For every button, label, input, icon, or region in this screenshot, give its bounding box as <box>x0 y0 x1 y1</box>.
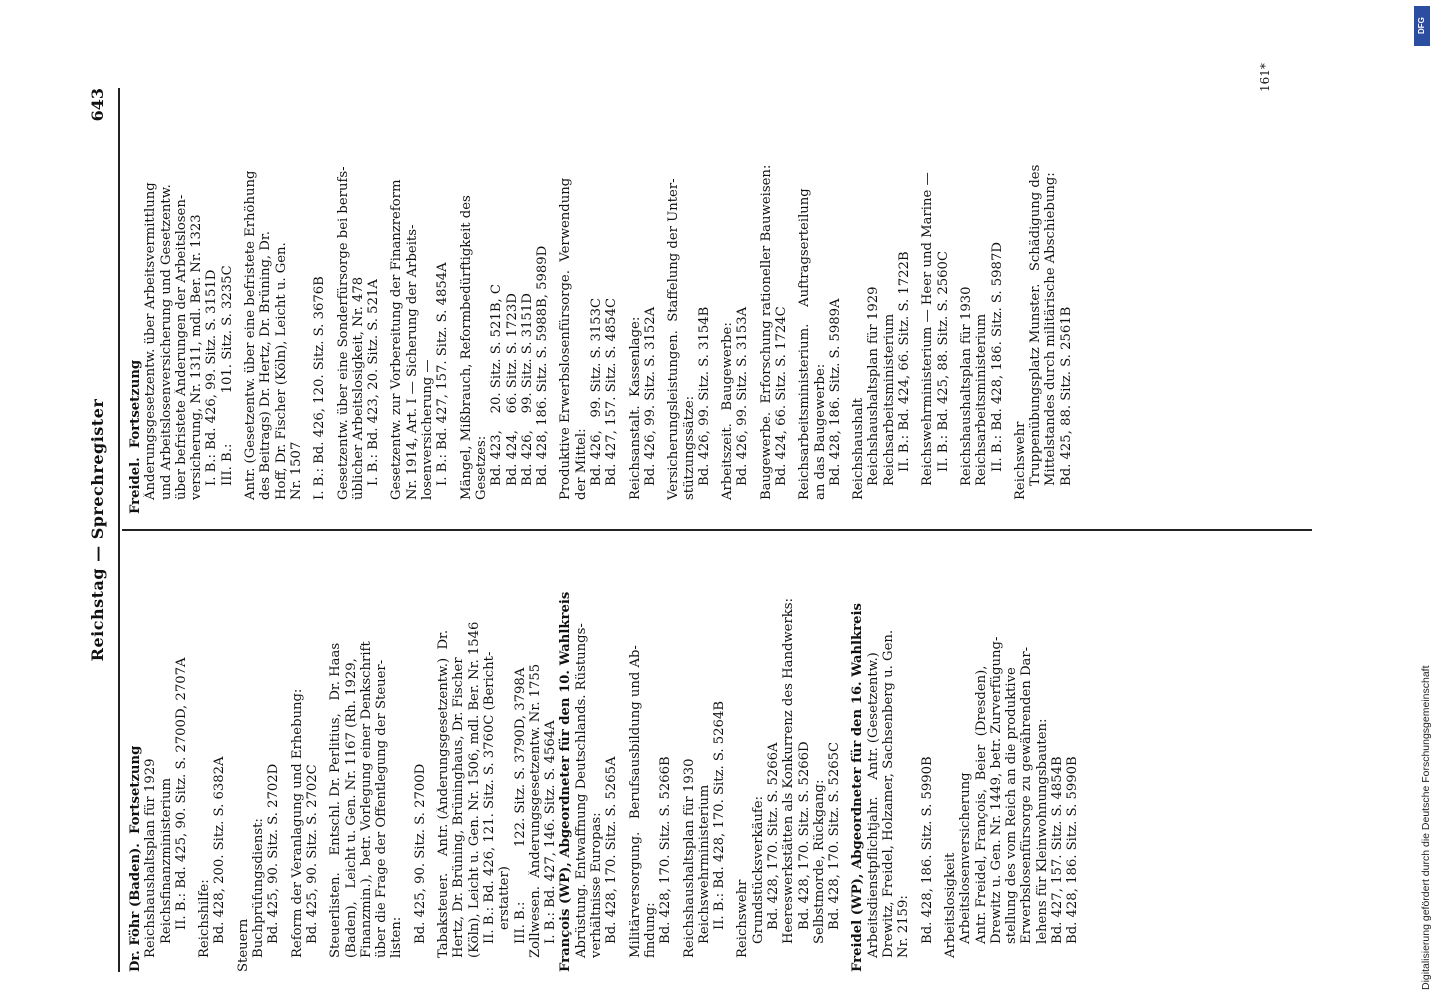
register-entry-line: Bd. 428, 186. Sitz. S. 5988B, 5989D <box>535 245 551 486</box>
register-entry-line: Bd. 425, 90. Sitz. S. 2702D <box>266 763 282 944</box>
register-entry-line: Hertz, Dr. Brüning, Brüninghaus, Dr. Fischer <box>451 657 467 958</box>
register-entry-line: Bd. 428, 170. Sitz. S. 5265A <box>604 756 620 944</box>
funding-note <box>1396 0 1434 1000</box>
register-entry-line: Bd. 424, 66. Sitz. S. 1724C <box>773 306 789 486</box>
page-number: 643 <box>88 88 107 122</box>
register-entry-line: Mittelstandes durch militärische Abschiebung: <box>1043 172 1059 486</box>
register-entry-line: Buchprüfungsdienst: <box>251 818 267 958</box>
register-entry-line: Heereswerkstätten als Konkurrenz des Handwerks: <box>781 598 797 944</box>
register-entry-line: Reform der Veranlagung und Erhebung: <box>289 688 305 958</box>
register-entry-line: Arbeitsdienstpflichtjahr. Antr. (Gesetzentw.) <box>865 652 881 958</box>
register-entry-line: Bd. 426, 99. Sitz. S. 3154B <box>696 306 712 486</box>
register-entry-line: Dr. Föhr (Baden). Fortsetzung <box>128 745 143 972</box>
register-entry-line: Grundstücksverkäufe: <box>750 795 766 944</box>
register-entry-line: Arbeitslosigkeit <box>942 852 958 958</box>
register-entry-line: über die Frage der Öffentlegung der Steuer- <box>374 659 390 958</box>
rotated-register-page <box>88 63 1328 972</box>
register-entry-line: Finanzmin.), betr. Vorlegung einer Denkschrift <box>358 641 374 958</box>
register-entry-line: Reichswehrministerium <box>696 784 712 944</box>
header-rule <box>118 88 120 972</box>
register-entry-line: Bd. 428, 186. Sitz. S. 5990B <box>919 756 935 944</box>
funding-note-text: Digitalisierung gefördert durch die Deutsche Forschungsgemeinschaft <box>1420 665 1432 990</box>
register-entry-line: Steuern <box>235 918 251 972</box>
register-entry-line: Bd. 426, 99. Sitz. S. 3153C <box>589 297 605 486</box>
register-entry-line: I. B.: Bd. 423, 20. Sitz. S. 521A <box>366 279 382 486</box>
register-entry-line: Reichshaushaltsplan für 1930 <box>681 758 697 958</box>
register-entry-line: über befristete Änderungen der Arbeitslosen- <box>173 194 189 500</box>
register-entry-line: listen: <box>389 916 405 958</box>
signature-mark: 161* <box>1258 63 1272 92</box>
register-entry-line: Freidel. Fortsetzung <box>128 359 143 514</box>
register-entry-line: Selbstmorde, Rückgang: <box>811 779 827 944</box>
register-entry-line: Änderungsgesetzentw. über Arbeitsvermittlung <box>143 182 159 500</box>
register-entry-line: I. B.: Bd. 426, 120. Sitz. S. 3676B <box>312 276 328 500</box>
register-entry-line: François (WP), Abgeordneter für den 10. Wahlkreis <box>558 591 574 972</box>
register-entry-line: Gesetzentw. zur Vorbereitung der Finanzreform <box>389 179 405 500</box>
register-entry-line: Bd. 424, 66. Sitz. S. 1723D <box>504 293 520 486</box>
register-entry-line: Steuerlisten. Entschl. Dr. Perlitius, Dr. Haas <box>328 642 344 958</box>
register-entry-line: verhältnisse Europas: <box>589 812 605 958</box>
register-entry-line: I. B.: Bd. 427, 157. Sitz. S. 4854A <box>435 262 451 486</box>
register-entry-line: Bd. 428, 170. Sitz. S. 5266B <box>658 756 674 944</box>
register-entry-line: Arbeitszeit. Baugewerbe: <box>720 322 736 500</box>
register-entry-line: stellung des vom Reich an die produktive <box>1004 667 1020 944</box>
register-entry-line: Reichsarbeitsministerium <box>881 313 897 486</box>
register-entry-line: Bd. 426, 99. Sitz. S. 3151D <box>519 293 535 486</box>
register-entry-line: Erwerbslosenfürsorge zu gewährenden Dar- <box>1019 646 1035 944</box>
register-entry-line: Militärversorgung. Berufsausbildung und Ab- <box>627 645 643 958</box>
register-entry-line: Bd. 428, 186. Sitz. S. 5990B <box>1065 756 1081 944</box>
register-entry-line: Bd. 428, 170. Sitz. S. 5265C <box>827 741 843 930</box>
register-entry-line: Zollwesen. Änderungsgesetzentw. Nr. 1755 <box>527 663 543 958</box>
register-entry-line: Bd. 425, 88. Sitz. S. 2561B <box>1058 306 1074 486</box>
register-entry-line: II. B.: Bd. 428, 186. Sitz. S. 5987D <box>989 242 1005 472</box>
header-title: Reichstag — Sprechregister <box>88 398 107 662</box>
register-entry-line: losenversicherung — <box>420 359 436 500</box>
register-entry-line: erstatter) <box>497 866 513 930</box>
register-entry-line: II. B.: Bd. 425, 90. Sitz. S. 2700D, 2707A <box>173 657 189 930</box>
register-entry-line: Freidel (WP), Abgeordneter für den 16. Wahlkreis <box>850 603 866 972</box>
register-entry-line: II. B.: Bd. 428, 170. Sitz. S. 5264B <box>712 700 728 930</box>
register-entry-line: Reichshaushaltsplan für 1929 <box>866 286 882 486</box>
register-entry-line: Abrüstung. Entwaffnung Deutschlands. Rüstungs- <box>573 623 589 958</box>
register-entry-line: und Arbeitslosenversicherung und Gesetzentw. <box>158 184 174 500</box>
register-entry-line: Arbeitslosenversicherung <box>958 772 974 944</box>
register-entry-line: Baugewerbe. Erforschung rationeller Bauweisen: <box>758 164 774 500</box>
register-entry-line: Produktive Erwerbslosenfürsorge. Verwendung <box>558 177 574 500</box>
register-entry-line: Bd. 428, 170. Sitz. S. 5266A <box>765 742 781 930</box>
register-entry-line: Versicherungsleistungen. Staffelung der Unter- <box>666 178 682 500</box>
register-entry-line: III. B.: 101. Sitz. S. 3235C <box>219 265 235 486</box>
register-entry-line: II. B.: Bd. 425, 88. Sitz. S. 2560C <box>935 250 951 472</box>
right-column <box>128 88 1308 514</box>
register-entry-line: Reichshaushaltsplan für 1930 <box>958 286 974 486</box>
left-column <box>128 546 1308 972</box>
register-entry-line: Drewitz, Freidel, Holzamer, Sachsenberg u. Gen. <box>881 629 897 958</box>
register-entry-line: Truppenübungsplatz Munster. Schädigung des <box>1028 164 1044 486</box>
register-entry-line: Reichsarbeitsministerium. Auftragserteilung <box>797 188 813 500</box>
register-entry-line: Bd. 428, 170. Sitz. S. 5266D <box>796 741 812 930</box>
register-entry-line: II. B.: Bd. 424, 66. Sitz. S. 1722B <box>897 251 913 472</box>
register-entry-line: Gesetzentw. über eine Sonderfürsorge bei berufs- <box>335 166 351 500</box>
register-entry-line: Nr. 2159: <box>896 895 912 958</box>
register-entry-line: Antr. Freidel, François, Beier (Dresden), <box>973 665 989 944</box>
register-entry-line: versicherung, Nr. 1311, mdl. Ber. Nr. 1323 <box>189 214 205 500</box>
register-entry-line: II. B.: Bd. 426, 121. Sitz. S. 3760C (Bericht- <box>481 651 497 944</box>
register-entry-line: Nr. 1507 <box>288 441 304 500</box>
register-entry-line: Mängel, Mißbrauch, Reformbedürftigkeit des <box>458 195 474 500</box>
register-entry-line: Reichshilfe: <box>197 879 213 958</box>
register-entry-line: Bd. 426, 99. Sitz. S. 3153A <box>735 306 751 486</box>
register-entry-line: Reichshaushalt <box>851 397 867 500</box>
register-entry-line: der Mittel: <box>573 428 589 500</box>
register-entry-line: üblicher Arbeitslosigkeit, Nr. 478 <box>350 276 366 500</box>
register-entry-line: Nr. 1914, Art. I — Sicherung der Arbeits- <box>404 224 420 500</box>
register-entry-line: an das Baugewerbe: <box>812 363 828 500</box>
register-entry-line: I. B.: Bd. 426, 99. Sitz. S. 3151D <box>204 269 220 486</box>
register-entry-line: lehens für Kleinwohnungsbauten: <box>1034 718 1050 944</box>
register-entry-line: Bd. 423, 20. Sitz. S. 521B, C <box>489 284 505 486</box>
register-entry-line: Bd. 427, 157. Sitz. S. 4854C <box>604 297 620 486</box>
register-entry-line: findung: <box>642 902 658 958</box>
register-entry-line: Bd. 425, 90. Sitz. S. 2700D <box>412 763 428 944</box>
register-entry-line: III. B.: 122. Sitz. S. 3790D, 3798A <box>512 667 528 944</box>
register-entry-line: (Baden), Leicht u. Gen. Nr. 1167 (Rh. 1929, <box>343 658 359 958</box>
dfg-logo: DFG <box>1414 6 1430 46</box>
register-entry-line: Bd. 428, 200. Sitz. S. 6382A <box>212 756 228 944</box>
register-entry-line: Reichsanstalt. Kassenlage: <box>627 316 643 500</box>
register-entry-line: Drewitz u. Gen. Nr. 1449, betr. Zurverfügung- <box>988 636 1004 944</box>
register-entry-line: (Köln), Leicht u. Gen. Nr. 1506, mdl. Ber. Nr. 1546 <box>466 621 482 958</box>
running-header <box>88 88 116 972</box>
register-entry-line: Reichswehrministerium — Heer und Marine — <box>920 172 936 486</box>
register-entry-line: Bd. 428, 186. Sitz. S. 5989A <box>827 298 843 486</box>
register-entry-line: Tabaksteuer. Antr. (Änderungsgesetzentw.) Dr. <box>436 629 452 958</box>
register-entry-line: Bd. 427, 157. Sitz. S. 4854B <box>1050 756 1066 944</box>
register-entry-line: Gesetzes: <box>473 435 489 500</box>
register-entry-line: Reichsfinanzministerium <box>158 777 174 944</box>
register-entry-line: Hoff, Dr. Fischer (Köln), Leicht u. Gen. <box>273 242 289 500</box>
register-entry-line: Reichswehr <box>1012 421 1028 500</box>
register-entry-line: Bd. 426, 99. Sitz. S. 3152A <box>642 306 658 486</box>
register-entry-line: Reichsarbeitsministerium <box>974 313 990 486</box>
column-separator <box>122 529 1312 531</box>
register-entry-line: Antr. (Gesetzentw. über eine befristete Erhöhung <box>243 170 259 500</box>
register-entry-line: I. B.: Bd. 427, 146. Sitz. S. 4564A <box>543 720 559 944</box>
register-entry-line: Reichshaushaltsplan für 1929 <box>143 758 159 958</box>
register-entry-line: stützungssätze: <box>681 395 697 500</box>
register-entry-line: Reichswehr <box>735 879 751 958</box>
register-entry-line: Bd. 425, 90. Sitz. S. 2702C <box>304 764 320 944</box>
register-entry-line: des Beitrags) Dr. Hertz, Dr. Brüning, Dr. <box>258 231 274 500</box>
